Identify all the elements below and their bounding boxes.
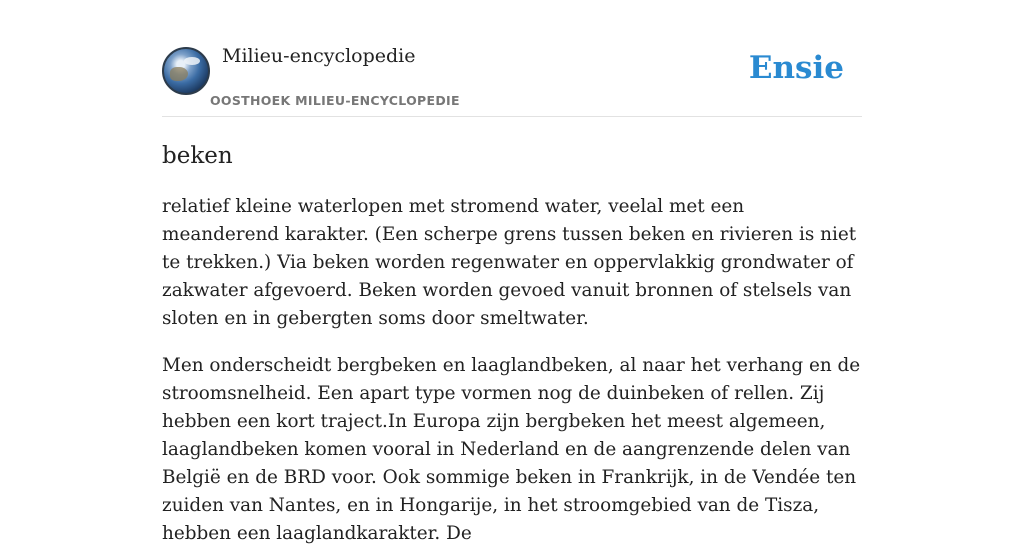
page-container <box>162 0 862 548</box>
site-header <box>162 0 862 117</box>
earth-globe-icon[interactable] <box>162 47 210 95</box>
brand-logo[interactable]: Ensie <box>748 50 844 86</box>
site-subtitle: OOSTHOEK MILIEU-ENCYCLOPEDIE <box>210 93 460 108</box>
logo-continent-shape <box>170 67 188 81</box>
article-title: beken <box>162 143 233 169</box>
article-paragraph: relatief kleine waterlopen met stromend water, veelal met een meanderend karakter. (Een scherpe grens tussen beken en rivieren is niet te trekken.) Via beken worden regenwater en oppervlakkig grondwater of zakwater afgevoerd. Beken worden gevoed vanuit bronnen of stelsels van sloten en in gebergten soms door smeltwater. <box>162 196 857 329</box>
logo-cloud-shape <box>184 57 200 65</box>
article-paragraph: Men onderscheidt bergbeken en laaglandbeken, al naar het verhang en de stroomsnelheid. Een apart type vormen nog de duinbeken of rellen. Zij hebben een kort traject.In Europa zijn bergbeken het meest algemeen, laaglandbeken komen vooral in Nederland en de aangrenzende delen van België en de BRD voor. Ook sommige beken in Frankrijk, in de Vendée ten zuiden van Nantes, en in Hongarije, in het stroomgebied van de Tisza, hebben een laaglandkarakter. De <box>162 355 861 544</box>
site-name[interactable]: Milieu-encyclopedie <box>222 45 416 67</box>
article <box>162 143 862 548</box>
